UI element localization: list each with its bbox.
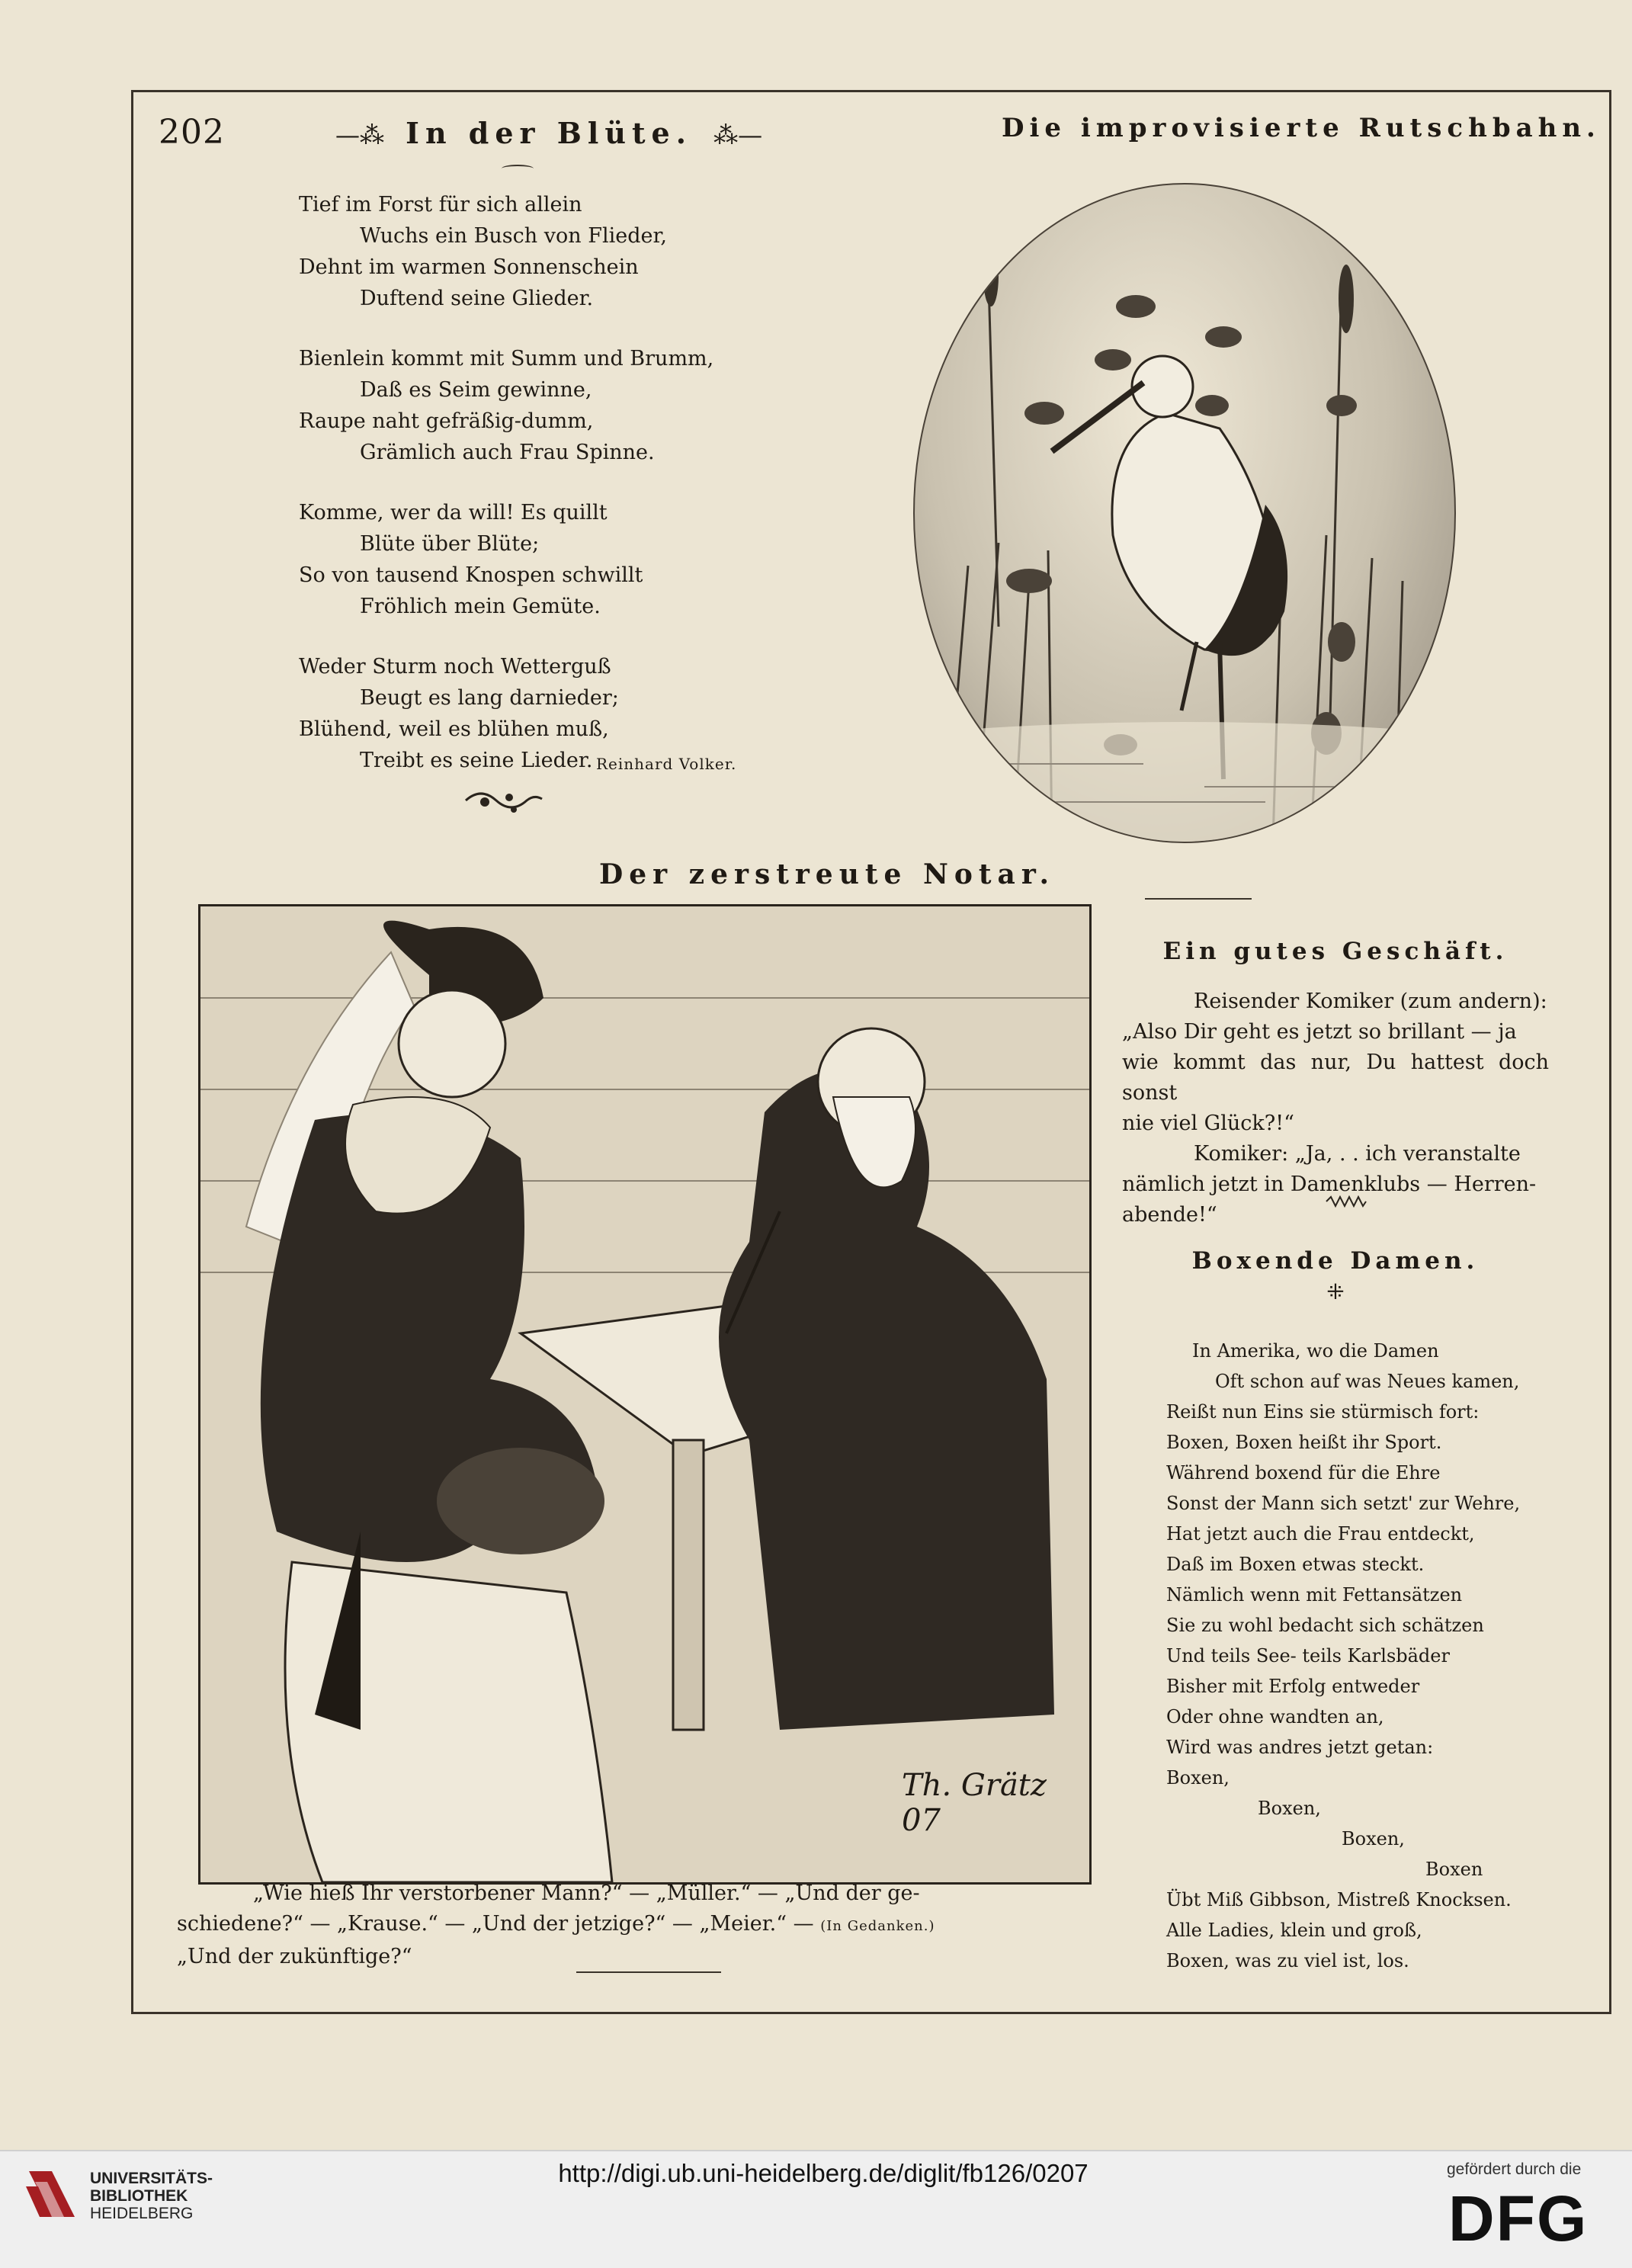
poem-line: Treibt es seine Lieder.: [360, 749, 593, 772]
caption-aside: (In Gedanken.): [820, 1918, 935, 1934]
verse-line: Boxen,: [1166, 1767, 1230, 1788]
floral-vignette-icon: [462, 785, 546, 814]
library-name: [90, 2170, 213, 2222]
caption-line-1: „Wie hieß Ihr verstorbener Mann?“ — „Müller.“ — „Und der ge-: [253, 1881, 920, 1905]
verse-line: Sie zu wohl bedacht sich schätzen: [1166, 1615, 1484, 1636]
poem-line: Dehnt im warmen Sonnenschein: [299, 255, 639, 279]
dfg-logo: DFG: [1448, 2183, 1589, 2254]
verse-line: Und teils See- teils Karlsbäder: [1166, 1645, 1450, 1667]
poem-title: In der Blüte.: [406, 116, 692, 150]
section-rule-top: [1145, 898, 1252, 900]
verse-line: Alle Ladies, klein und groß,: [1166, 1920, 1422, 1941]
poem-title-row: [335, 116, 762, 150]
verse-line: In Amerika, wo die Damen: [1192, 1340, 1439, 1362]
caption-line-2-text: schiedene?“ — „Krause.“ — „Und der jetzige?“ — „Meier.“ —: [177, 1912, 814, 1936]
boxende-section: [1122, 1247, 1549, 1304]
geschaeft-line: Reisender Komiker (zum andern):: [1194, 990, 1547, 1013]
verse-line: Boxen,: [1342, 1828, 1405, 1849]
verse-line: Oder ohne wandten an,: [1166, 1706, 1384, 1727]
poem-line: Duftend seine Glieder.: [360, 287, 594, 310]
poem-line: Weder Sturm noch Wetterguß: [299, 655, 611, 678]
poem-author: Reinhard Volker.: [596, 755, 737, 773]
verse-line: Boxen: [1425, 1859, 1483, 1880]
notar-caption: [177, 1878, 1114, 1972]
geschaeft-line: wie kommt das nur, Du hattest doch sonst: [1122, 1051, 1549, 1105]
poem-line: Beugt es lang darnieder;: [360, 686, 619, 710]
poem-line: Komme, wer da will! Es quillt: [299, 501, 608, 524]
notary-illustration: [198, 904, 1092, 1885]
verse-line: Nämlich wenn mit Fettansätzen: [1166, 1584, 1463, 1606]
poem-line: Blüte über Blüte;: [360, 532, 540, 556]
library-line-1: UNIVERSITÄTS-: [90, 2170, 213, 2187]
geschaeft-line: abende!“: [1122, 1203, 1217, 1227]
verse-line: Reißt nun Eins sie stürmisch fort:: [1166, 1401, 1480, 1423]
geschaeft-line: Komiker: „Ja, . . ich veranstalte: [1194, 1142, 1521, 1166]
library-logo-icon: [21, 2164, 82, 2225]
title-decor-left: —⁂: [335, 120, 384, 149]
geschaeft-line: nämlich jetzt in Damenklubs — Herren-: [1122, 1172, 1537, 1196]
poem-line: Blühend, weil es blühen muß,: [299, 717, 609, 741]
verse-line: Bisher mit Erfolg entweder: [1166, 1676, 1420, 1697]
notar-title: Der zerstreute Notar.: [599, 858, 1056, 890]
verse-line: Oft schon auf was Neues kamen,: [1215, 1371, 1520, 1392]
library-line-3: HEIDELBERG: [90, 2205, 194, 2222]
poem-line: Fröhlich mein Gemüte.: [360, 595, 601, 618]
geschaeft-line: „Also Dir geht es jetzt so brillant — ja: [1122, 1020, 1517, 1044]
poem-line: So von tausend Knospen schwillt: [299, 563, 643, 587]
poem-stanza-2: [299, 343, 756, 468]
geschaeft-text: [1122, 986, 1549, 1230]
verse-line: Während boxend für die Ehre: [1166, 1462, 1441, 1484]
verse-line: Daß im Boxen etwas steckt.: [1166, 1554, 1425, 1575]
page-number: 202: [159, 113, 225, 152]
wave-ornament: [502, 165, 534, 172]
poem-stanza-1: [299, 189, 756, 314]
poem-line: Raupe naht gefräßig-dumm,: [299, 409, 594, 433]
verse-line: Boxen,: [1258, 1798, 1321, 1819]
notary-scene-image: [200, 906, 1089, 1882]
verse-line: Boxen, was zu viel ist, los.: [1166, 1950, 1409, 1971]
verse-line: Boxen, Boxen heißt ihr Sport.: [1166, 1432, 1442, 1453]
caption-line-2: [177, 1909, 1114, 1942]
frog-illustration-title: Die improvisierte Rutschbahn.: [1002, 113, 1601, 143]
title-decor-right: ⁂—: [713, 120, 763, 149]
caption-line-3: „Und der zukünftige?“: [177, 1945, 412, 1968]
geschaeft-title: Ein gutes Geschäft.: [1162, 938, 1509, 965]
library-line-2: BIBLIOTHEK: [90, 2187, 188, 2205]
verse-line: Übt Miß Gibbson, Mistreß Knocksen.: [1166, 1889, 1512, 1910]
poem-line: Wuchs ein Busch von Flieder,: [360, 224, 668, 248]
stork-frogs-image: [915, 184, 1454, 842]
permalink-url[interactable]: http://digi.ub.uni-heidelberg.de/diglit/fb126/0207: [558, 2159, 1089, 2187]
verse-line: Wird was andres jetzt getan:: [1166, 1737, 1434, 1758]
poem-line: Daß es Seim gewinne,: [360, 378, 592, 402]
caption-rule: [576, 1971, 721, 1973]
verse-line: Sonst der Mann sich setzt' zur Wehre,: [1166, 1493, 1521, 1514]
squiggle-ornament-icon: [1325, 1195, 1367, 1208]
poem-body: [299, 189, 756, 805]
poem-stanza-3: [299, 497, 756, 622]
frog-stork-illustration: [913, 183, 1456, 843]
geschaeft-section: [1122, 938, 1549, 1230]
funding-note: gefördert durch die: [1447, 2161, 1582, 2178]
boxende-title: Boxende Damen.: [1191, 1247, 1480, 1275]
poem-line: Tief im Forst für sich allein: [299, 193, 582, 217]
boxende-verse: [1166, 1336, 1520, 1976]
poem-line: Grämlich auch Frau Spinne.: [360, 441, 655, 464]
poem-line: Bienlein kommt mit Summ und Brumm,: [299, 347, 714, 371]
boxende-ornament-icon: ⁜: [1326, 1279, 1345, 1304]
geschaeft-line: nie viel Glück?!“: [1122, 1112, 1294, 1135]
verse-line: Hat jetzt auch die Frau entdeckt,: [1166, 1523, 1475, 1545]
illustration-signature: Th. Grätz 07: [902, 1768, 1047, 1838]
